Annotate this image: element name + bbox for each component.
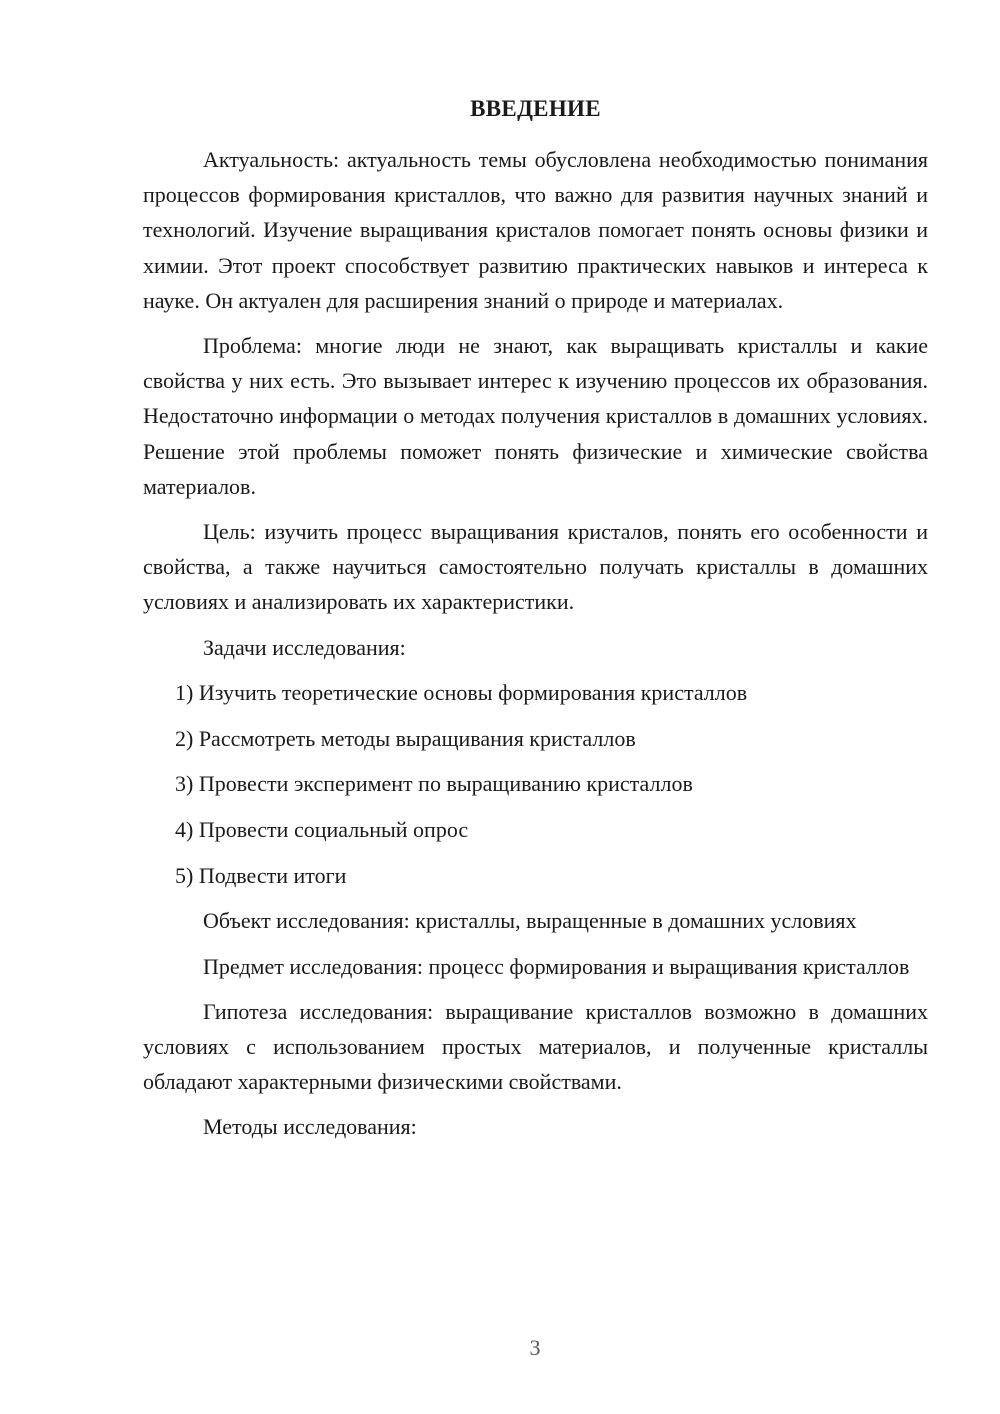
subject-paragraph: Предмет исследования: процесс формирования и выращивания кристаллов: [203, 953, 910, 979]
task-item: 5) Подвести итоги: [175, 862, 347, 888]
page-title: ВВЕДЕНИЕ: [470, 96, 601, 121]
task-item: 3) Провести эксперимент по выращиванию кристаллов: [175, 771, 693, 797]
tasks-list: [143, 675, 928, 893]
problem-paragraph: Проблема: многие люди не знают, как выращивать кристаллы и какие свойства у них есть. Это вызывает интерес к изучению процессов их образования. Недостаточно информации о методах получения кристаллов в домашних условиях. Решение этой проблемы поможет понять физические и химические свойства материалов.: [143, 333, 928, 499]
page-content: [143, 142, 928, 1155]
task-item: 2) Рассмотреть методы выращивания кристаллов: [175, 725, 636, 751]
task-item: 4) Провести социальный опрос: [175, 816, 469, 842]
hypothesis-paragraph: Гипотеза исследования: выращивание кристаллов возможно в домашних условиях с использованием простых материалов, и полученные кристаллы обладают характерными физическими свойствами.: [143, 998, 928, 1095]
goal-paragraph: Цель: изучить процесс выращивания кристалов, понять его особенности и свойства, а также научиться самостоятельно получать кристаллы в домашних условиях и анализировать их характеристики.: [143, 519, 928, 615]
relevance-paragraph: Актуальность: актуальность темы обусловлена необходимостью понимания процессов формирования кристаллов, что важно для развития научных знаний и технологий. Изучение выращивания кристалов помогает понять основы физики и химии. Этот проект способствует развитию практических навыков и интереса к науке. Он актуален для расширения знаний о природе и материалах.: [143, 147, 928, 313]
methods-heading: Методы исследования:: [203, 1114, 417, 1140]
task-item: 1) Изучить теоретические основы формирования кристаллов: [175, 679, 748, 705]
page-number: 3: [529, 1335, 541, 1360]
object-paragraph: Объект исследования: кристаллы, выращенные в домашних условиях: [203, 908, 857, 934]
tasks-heading: Задачи исследования:: [203, 634, 406, 660]
